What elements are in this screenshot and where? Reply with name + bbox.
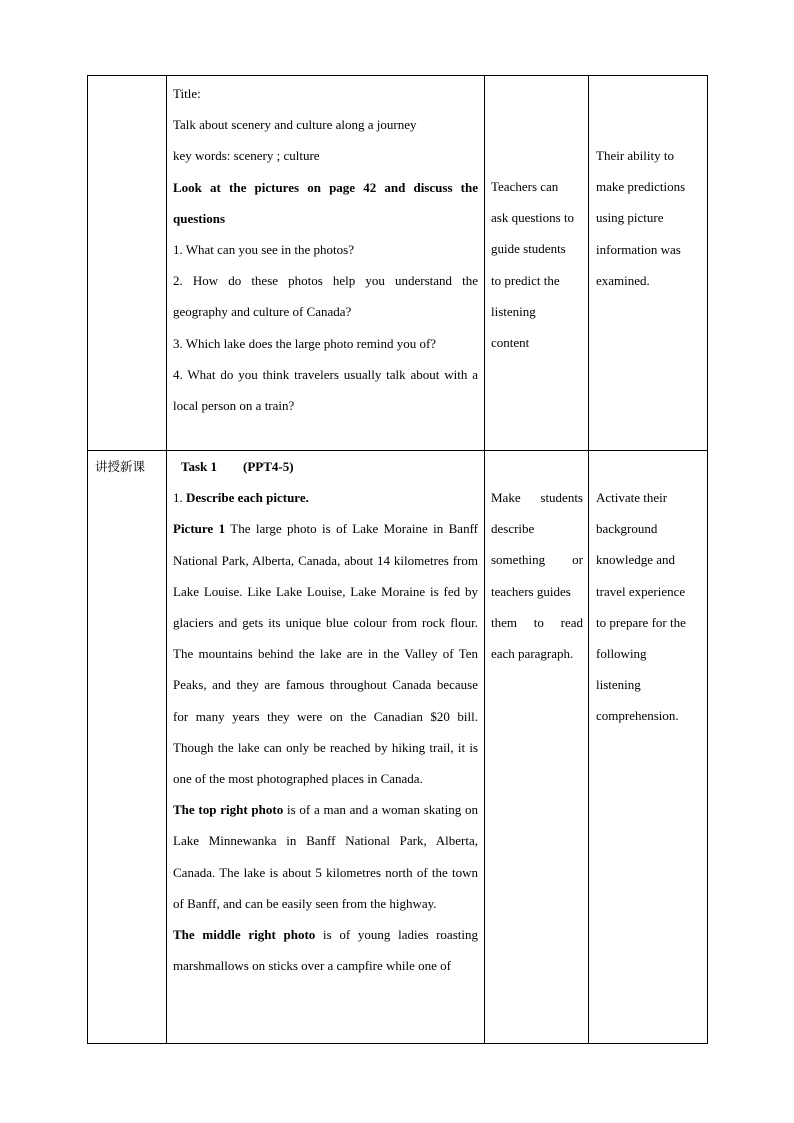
question-item: 3. Which lake does the large photo remind you of? [173,335,437,351]
teacher-line: Teachers can [491,179,559,194]
purpose-line: to prepare for the [596,614,686,630]
question-item: 2. How do these photos help you understand the geography and culture of Canada? [173,273,478,320]
topright-text: is of a man and a woman skating on Lake Minnewanka in Banff National Park, Alberta, Canada. The lake is about 5 kilometres north of the town of Banff, and can be easily seen from the highway. [173,802,478,911]
purpose-line: knowledge and [596,552,676,568]
purpose-line: following [596,646,647,662]
task-ppt: (PPT4-5) [243,459,294,474]
purpose-cell [589,76,708,451]
purpose-line: examined. [596,272,650,288]
teacher-activity-cell [485,76,589,451]
question-item: 1. What can you see in the photos? [173,242,354,258]
task-title-line [173,451,478,482]
keywords-text: key words: scenery ; culture [173,148,320,164]
teacher-line: guide students [491,241,566,257]
teacher-line: content [491,335,530,351]
middleright-paragraph [173,919,478,981]
task-title: Task 1 [181,459,218,474]
section-cell [88,76,167,451]
teacher-line: listening [491,303,536,319]
describe-line [173,482,478,513]
section-cell [88,451,167,1044]
teacher-line: them to read [491,614,583,630]
purpose-line: listening [596,677,641,693]
lesson-plan-table [87,75,708,1044]
purpose-line: using picture [596,210,664,226]
picture1-paragraph [173,513,478,794]
describe-number: 1. [173,490,183,506]
picture1-text: The large photo is of Lake Moraine in Banff National Park, Alberta, Canada, about 14 kilometres from Lake Louise. Like Lake Louise, Lake Moraine is fed by glaciers and gets its unique blue colour from rock flour. The mountains behind the lake are in the Valley of Ten Peaks, and they are famous throughout Canada because for many years they were on the Canadian $20 bill. Though the lake can only be reached by hiking trail, it is one of the most photographed places in Canada. [173,521,478,787]
table-row [88,451,708,1044]
teacher-line: to predict the [491,272,560,288]
purpose-line: comprehension. [596,708,679,724]
discuss-heading: Look at the pictures on page 42 and discuss the questions [173,179,478,226]
title-label: Title: [173,86,201,101]
purpose-line: make predictions [596,179,686,195]
purpose-line: Activate their [596,490,668,505]
teacher-activity-cell [485,451,589,1044]
purpose-line: Their ability to [596,148,674,163]
teacher-line: ask questions to [491,210,575,226]
table-row [88,76,708,451]
purpose-cell [589,451,708,1044]
section-label: 讲授新课 [95,459,146,474]
teacher-line: something or [491,552,583,568]
teacher-line: each paragraph. [491,646,574,662]
topright-paragraph [173,794,478,919]
teacher-line: teachers guides [491,583,571,599]
teacher-line: describe [491,521,535,537]
middleright-text: is of young ladies roasting marshmallows on sticks over a campfire while one of [173,927,478,974]
topright-label: The top right photo [173,802,284,818]
describe-heading: Describe each picture. [186,490,309,506]
picture1-label: Picture 1 [173,521,226,537]
content-cell [167,76,485,451]
content-cell [167,451,485,1044]
title-text: Talk about scenery and culture along a journey [173,117,417,133]
middleright-label: The middle right photo [173,927,316,943]
purpose-line: travel experience [596,583,686,599]
purpose-line: background [596,521,658,537]
purpose-line: information was [596,241,681,257]
question-item: 4. What do you think travelers usually talk about with a local person on a train? [173,366,478,414]
teacher-line: Make students [491,490,583,505]
